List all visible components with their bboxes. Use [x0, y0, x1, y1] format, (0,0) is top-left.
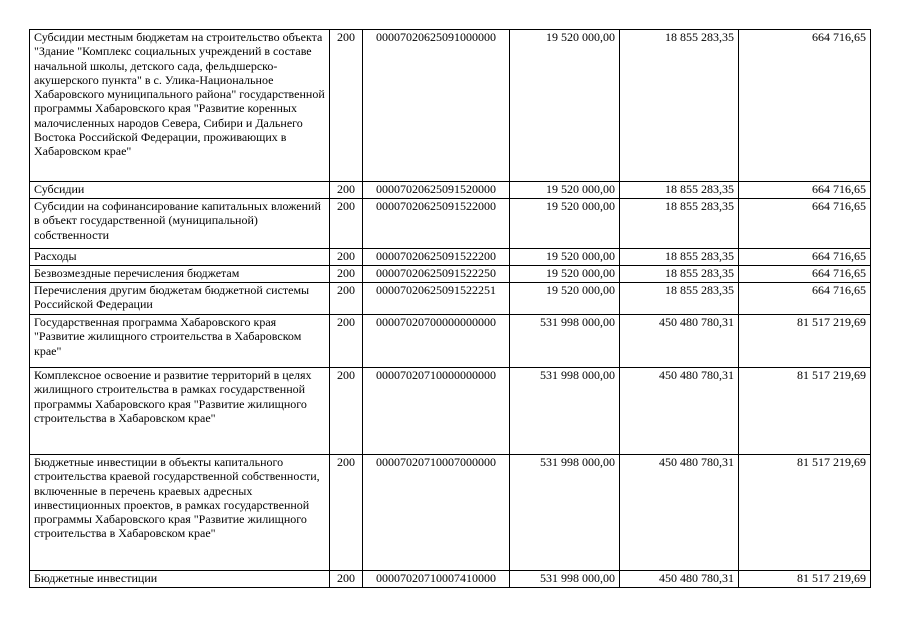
table-row	[30, 266, 871, 283]
line-code-cell: 200	[330, 283, 363, 315]
classification-code-cell: 00007020710000000000	[363, 368, 510, 455]
planned-amount-cell: 531 998 000,00	[510, 315, 620, 368]
classification-code-cell: 00007020625091522250	[363, 266, 510, 283]
remainder-amount-cell: 81 517 219,69	[739, 455, 871, 571]
remainder-amount-cell: 664 716,65	[739, 182, 871, 199]
executed-amount-cell: 18 855 283,35	[620, 266, 739, 283]
executed-amount-cell: 450 480 780,31	[620, 571, 739, 588]
table-row	[30, 455, 871, 571]
planned-amount-cell: 19 520 000,00	[510, 266, 620, 283]
classification-code-cell: 00007020625091520000	[363, 182, 510, 199]
line-code-cell: 200	[330, 315, 363, 368]
budget-execution-table	[29, 29, 871, 588]
expense-name-cell: Безвозмездные перечисления бюджетам	[30, 266, 330, 283]
table-row	[30, 283, 871, 315]
line-code-cell: 200	[330, 249, 363, 266]
line-code-cell: 200	[330, 571, 363, 588]
executed-amount-cell: 18 855 283,35	[620, 30, 739, 182]
table-row	[30, 182, 871, 199]
expense-name-cell: Субсидии на софинансирование капитальных вложений в объект государственной (муниципальной) собственности	[30, 199, 330, 249]
classification-code-cell: 00007020710007410000	[363, 571, 510, 588]
table-row	[30, 249, 871, 266]
remainder-amount-cell: 81 517 219,69	[739, 315, 871, 368]
expense-name-cell: Субсидии местным бюджетам на строительство объекта "Здание "Комплекс социальных учреждений в составе начальной школы, детского сада, фельдшерско-акушерского пункта" в с. Улика-Национальное Хабаровского муниципального района" государственной программы Хабаровского края "Развитие коренных малочисленных народов Севера, Сибири и Дальнего Востока Российской Федерации, проживающих в Хабаровском крае"	[30, 30, 330, 182]
executed-amount-cell: 450 480 780,31	[620, 315, 739, 368]
planned-amount-cell: 531 998 000,00	[510, 571, 620, 588]
classification-code-cell: 00007020625091522251	[363, 283, 510, 315]
line-code-cell: 200	[330, 30, 363, 182]
planned-amount-cell: 19 520 000,00	[510, 249, 620, 266]
executed-amount-cell: 18 855 283,35	[620, 199, 739, 249]
classification-code-cell: 00007020700000000000	[363, 315, 510, 368]
table-row	[30, 30, 871, 182]
expense-name-cell: Субсидии	[30, 182, 330, 199]
remainder-amount-cell: 81 517 219,69	[739, 368, 871, 455]
remainder-amount-cell: 664 716,65	[739, 283, 871, 315]
table-row	[30, 571, 871, 588]
table-row	[30, 368, 871, 455]
remainder-amount-cell: 664 716,65	[739, 30, 871, 182]
executed-amount-cell: 450 480 780,31	[620, 455, 739, 571]
expense-name-cell: Государственная программа Хабаровского края "Развитие жилищного строительства в Хабаровском крае"	[30, 315, 330, 368]
planned-amount-cell: 19 520 000,00	[510, 30, 620, 182]
expense-name-cell: Бюджетные инвестиции в объекты капитального строительства краевой государственной собственности, включенные в перечень краевых адресных инвестиционных проектов, в рамках государственной программы Хабаровского края "Развитие жилищного строительства в Хабаровском крае"	[30, 455, 330, 571]
line-code-cell: 200	[330, 455, 363, 571]
expense-name-cell: Перечисления другим бюджетам бюджетной системы Российской Федерации	[30, 283, 330, 315]
planned-amount-cell: 531 998 000,00	[510, 455, 620, 571]
table-row	[30, 315, 871, 368]
expense-name-cell: Расходы	[30, 249, 330, 266]
executed-amount-cell: 450 480 780,31	[620, 368, 739, 455]
remainder-amount-cell: 81 517 219,69	[739, 571, 871, 588]
line-code-cell: 200	[330, 368, 363, 455]
line-code-cell: 200	[330, 199, 363, 249]
line-code-cell: 200	[330, 266, 363, 283]
planned-amount-cell: 531 998 000,00	[510, 368, 620, 455]
classification-code-cell: 00007020625091522200	[363, 249, 510, 266]
remainder-amount-cell: 664 716,65	[739, 249, 871, 266]
expense-name-cell: Комплексное освоение и развитие территорий в целях жилищного строительства в рамках государственной программы Хабаровского края "Развитие жилищного строительства в Хабаровском крае"	[30, 368, 330, 455]
classification-code-cell: 00007020710007000000	[363, 455, 510, 571]
planned-amount-cell: 19 520 000,00	[510, 283, 620, 315]
executed-amount-cell: 18 855 283,35	[620, 249, 739, 266]
classification-code-cell: 00007020625091522000	[363, 199, 510, 249]
remainder-amount-cell: 664 716,65	[739, 199, 871, 249]
planned-amount-cell: 19 520 000,00	[510, 199, 620, 249]
table-row	[30, 199, 871, 249]
expense-name-cell: Бюджетные инвестиции	[30, 571, 330, 588]
line-code-cell: 200	[330, 182, 363, 199]
classification-code-cell: 00007020625091000000	[363, 30, 510, 182]
remainder-amount-cell: 664 716,65	[739, 266, 871, 283]
executed-amount-cell: 18 855 283,35	[620, 182, 739, 199]
planned-amount-cell: 19 520 000,00	[510, 182, 620, 199]
executed-amount-cell: 18 855 283,35	[620, 283, 739, 315]
